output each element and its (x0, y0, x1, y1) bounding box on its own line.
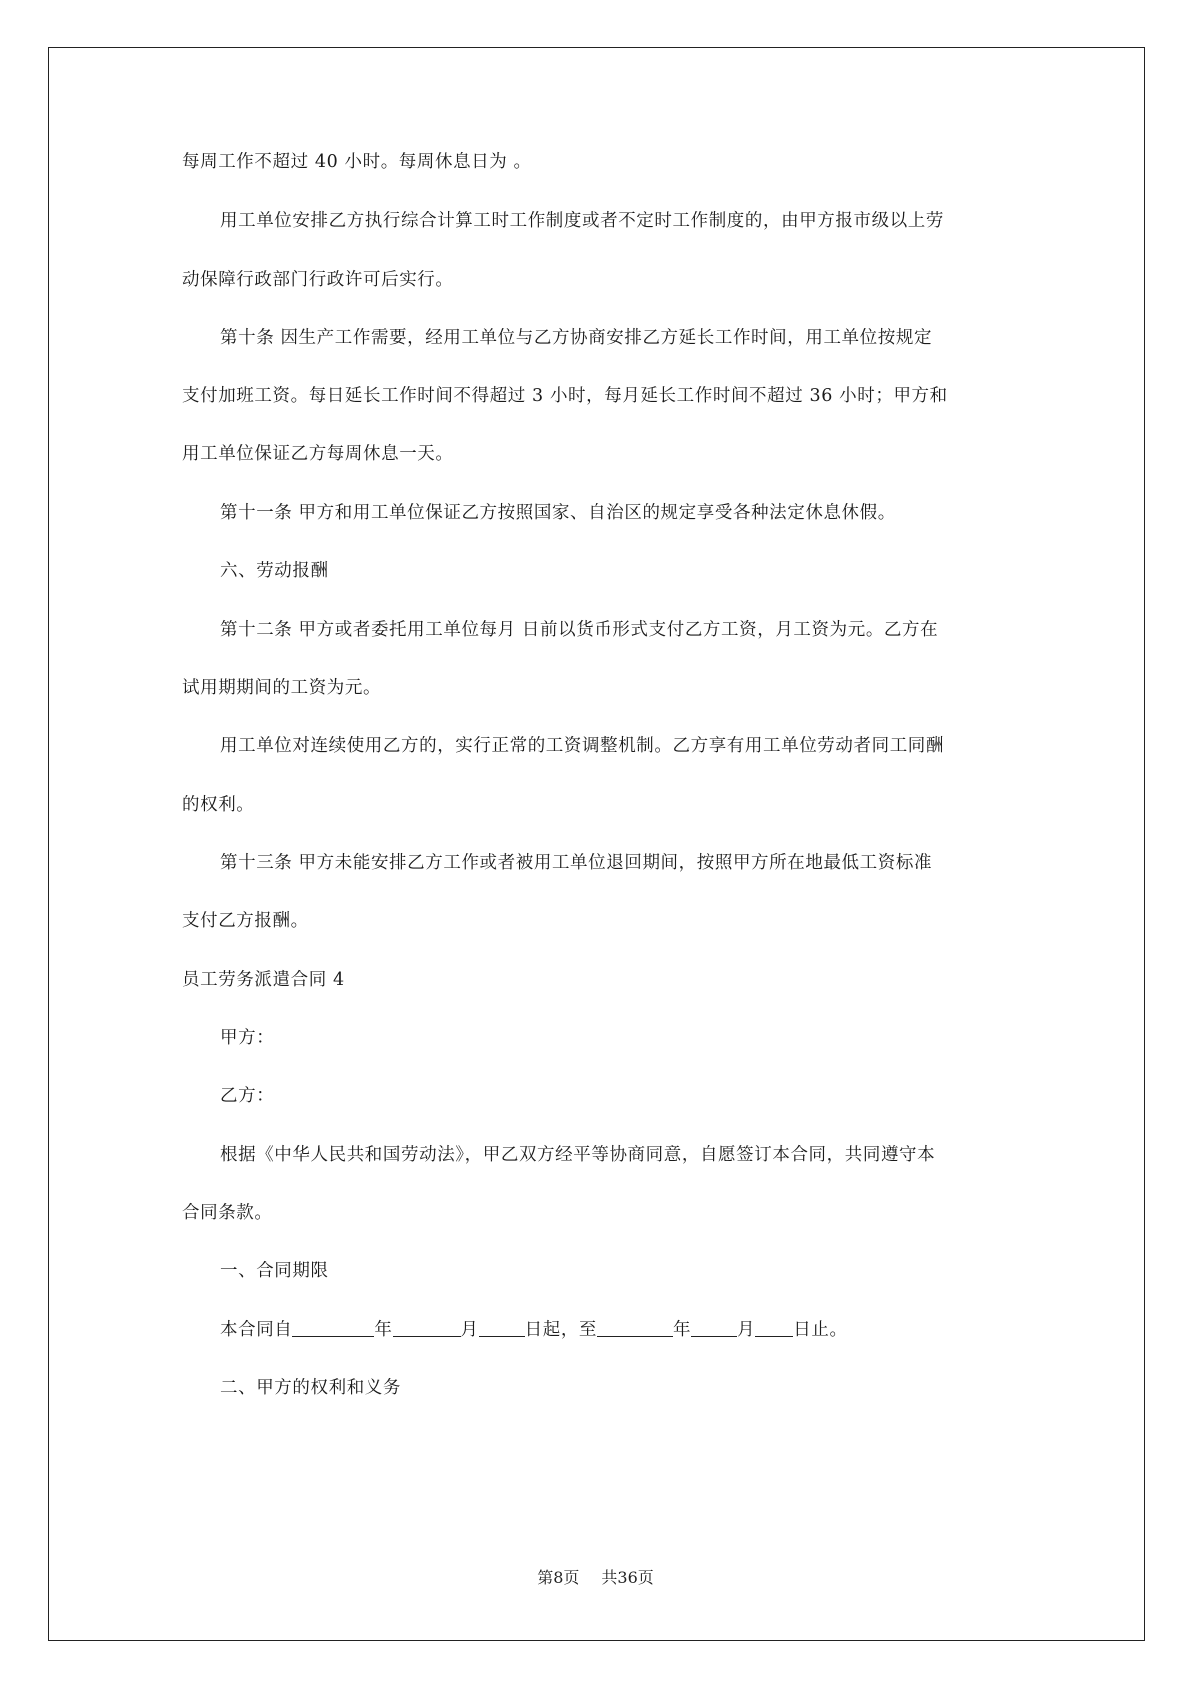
paragraph-line: 动保障行政部门行政许可后实行。 (182, 270, 454, 290)
term-year-label: 年 (374, 1320, 393, 1340)
paragraph-line: 每周工作不超过 40 小时。每周休息日为 。 (182, 152, 532, 172)
paragraph-line: 根据《中华人民共和国劳动法》，甲乙双方经平等协商同意，自愿签订本合同，共同遵守本 (220, 1145, 936, 1165)
blank-field (393, 1318, 461, 1337)
term-month-label: 月 (460, 1320, 479, 1340)
term-prefix: 本合同自 (220, 1320, 293, 1340)
paragraph-line: 用工单位对连续使用乙方的，实行正常的工资调整机制。乙方享有用工单位劳动者同工同酬 (220, 736, 944, 756)
page-number: 第8页 (537, 1568, 580, 1587)
party-a-label: 甲方： (220, 1028, 275, 1048)
blank-field (755, 1318, 793, 1337)
paragraph-line: 用工单位保证乙方每周休息一天。 (182, 444, 454, 464)
paragraph-line: 用工单位安排乙方执行综合计算工时工作制度或者不定时工作制度的，由甲方报市级以上劳 (220, 211, 944, 231)
term-month-label: 月 (737, 1320, 756, 1340)
paragraph-line: 试用期期间的工资为元。 (182, 678, 382, 698)
paragraph-line: 支付加班工资。每日延长工作时间不得超过 3 小时，每月延长工作时间不超过 36 小时；甲方和 (182, 386, 948, 406)
page-total: 共36页 (601, 1568, 654, 1587)
article-13-line: 第十三条 甲方未能安排乙方工作或者被用工单位退回期间，按照甲方所在地最低工资标准 (220, 853, 933, 873)
article-12-line: 第十二条 甲方或者委托用工单位每月 日前以货币形式支付乙方工资，月工资为元。乙方在 (220, 620, 939, 640)
contract-title: 员工劳务派遣合同 4 (182, 970, 345, 990)
page-footer (0, 1567, 1191, 1589)
term-day-label: 日止。 (793, 1320, 848, 1340)
blank-field (479, 1318, 525, 1337)
party-b-label: 乙方： (220, 1086, 275, 1106)
term-year-label: 年 (673, 1320, 692, 1340)
section-heading: 一、合同期限 (220, 1261, 329, 1281)
paragraph-line: 的权利。 (182, 795, 255, 815)
contract-term-line (220, 1318, 848, 1342)
paragraph-line: 合同条款。 (182, 1203, 273, 1223)
section-heading: 六、劳动报酬 (220, 561, 329, 581)
blank-field (292, 1318, 374, 1337)
section-heading: 二、甲方的权利和义务 (220, 1378, 401, 1398)
article-11-line: 第十一条 甲方和用工单位保证乙方按照国家、自治区的规定享受各种法定休息休假。 (220, 503, 896, 523)
blank-field (691, 1318, 737, 1337)
term-day-label: 日起，至 (524, 1320, 598, 1340)
paragraph-line: 支付乙方报酬。 (182, 911, 309, 931)
article-10-line: 第十条 因生产工作需要，经用工单位与乙方协商安排乙方延长工作时间，用工单位按规定 (220, 328, 933, 348)
blank-field (597, 1318, 673, 1337)
